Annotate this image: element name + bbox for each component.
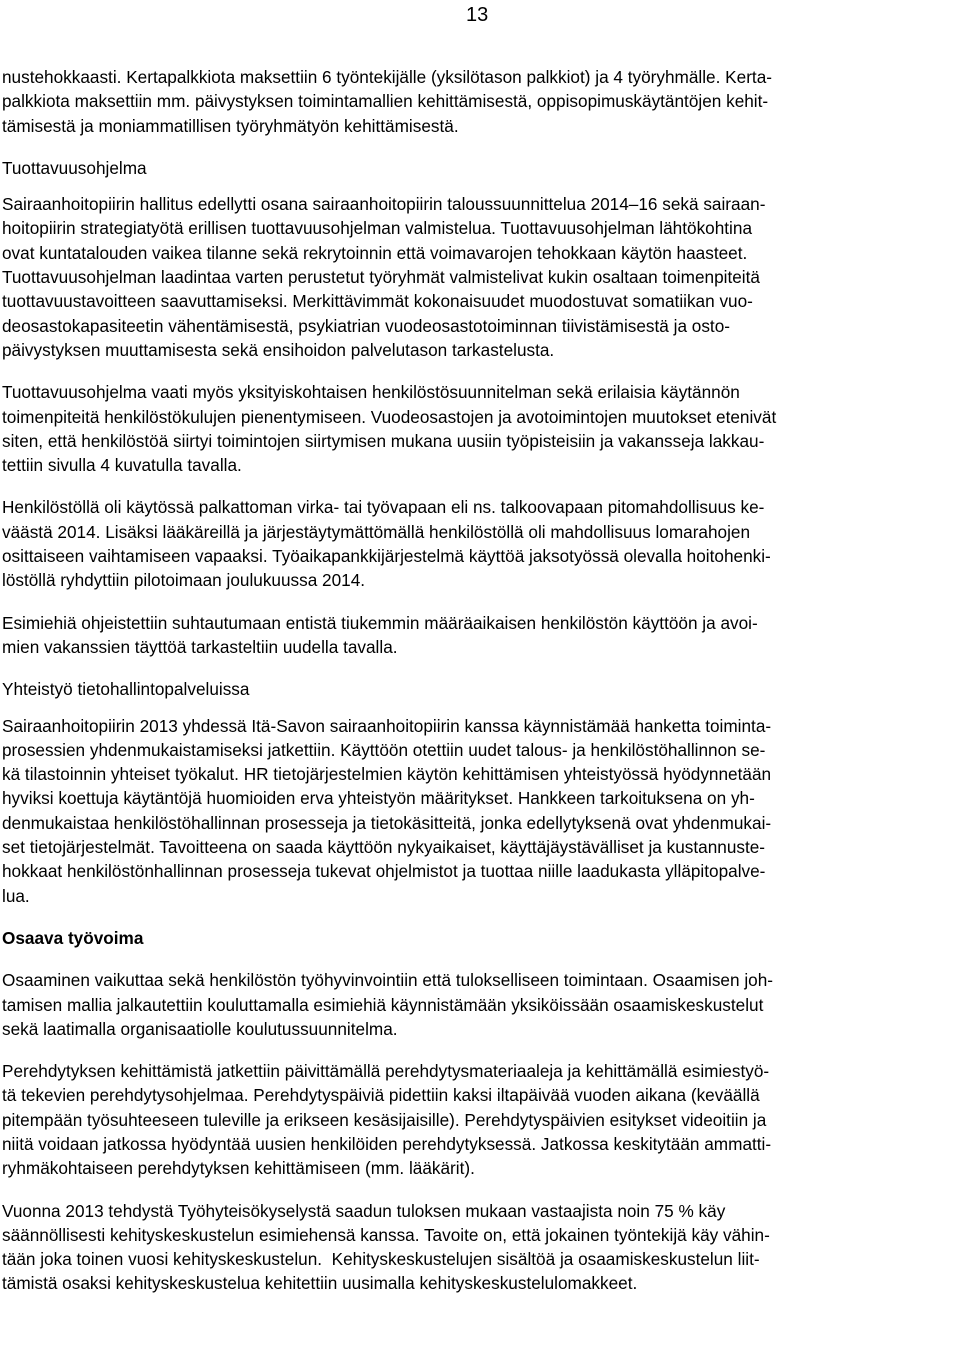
text-line: tämisestä ja moniammatillisen työryhmätyön kehittämisestä. xyxy=(2,115,459,136)
text-line: hoitopiirin strategiatyötä erillisen tuottavuusohjelman valmistelua. Tuottavuusohjelman lähtökohtina xyxy=(2,218,752,239)
page-number: 13 xyxy=(466,4,489,26)
paragraph xyxy=(2,714,954,908)
spacer xyxy=(2,362,954,380)
text-line: Osaaminen vaikuttaa sekä henkilöstön työhyvinvointiin että tulokselliseen toimintaan. Osaamisen joh- xyxy=(2,970,773,991)
spacer xyxy=(2,659,954,677)
text-line: tettiin sivulla 4 kuvatulla tavalla. xyxy=(2,455,242,476)
paragraph xyxy=(2,968,954,1041)
spacer xyxy=(2,702,954,714)
spacer xyxy=(2,180,954,192)
text-line: deosastokapasiteetin vähentämisestä, psykiatrian vuodeosastotoiminnan tiivistämisestä ja osto- xyxy=(2,315,730,336)
text-line: niitä voidaan jatkossa hyödyntää uusien henkilöiden perehdytyksessä. Jatkossa keskitytään ammatti- xyxy=(2,1133,772,1154)
text-line: tuottavuustavoitteen saavuttamiseksi. Merkittävimmät kokonaisuudet muodostuvat somatiikan vuo- xyxy=(2,291,753,312)
text-line: Tuottavuusohjelma vaati myös yksityiskohtaisen henkilöstösuunnitelman sekä erilaisia käytännön xyxy=(2,382,740,403)
text-line: toimenpiteitä henkilöstökulujen pienentymiseen. Vuodeosastojen ja avotoimintojen muutokset etenivät xyxy=(2,406,777,427)
spacer xyxy=(2,1181,954,1199)
spacer xyxy=(2,477,954,495)
text-line: set tietojärjestelmät. Tavoitteena on saada käyttöön nykyaikaiset, käyttäjäystävälliset ja kustannuste- xyxy=(2,837,766,858)
paragraph xyxy=(2,611,954,660)
text-line: nustehokkaasti. Kertapalkkiota maksettiin 6 työntekijälle (yksilötason palkkiot) ja 4 työryhmälle. Kerta- xyxy=(2,67,772,87)
text-line: väästä 2014. Lisäksi lääkäreillä ja järjestäytymättömällä henkilöstöllä oli mahdollisuus lomarahojen xyxy=(2,521,751,542)
text-line: ryhmäkohtaiseen perehdytyksen kehittämiseen (mm. lääkärit). xyxy=(2,1158,475,1179)
paragraph xyxy=(2,1199,954,1296)
text-line: pitempään työsuhteeseen tuleville ja erikseen kesäsijaisille). Perehdytyspäivien esitykset videoitiin ja xyxy=(2,1109,767,1130)
text-line: Sairaanhoitopiirin 2013 yhdessä Itä-Savon sairaanhoitopiirin kanssa käynnistämää hanketta toiminta- xyxy=(2,715,772,736)
text-line: löstöllä ryhdyttiin pilotoimaan joulukuussa 2014. xyxy=(2,570,366,591)
text-line: Sairaanhoitopiirin hallitus edellytti osana sairaanhoitopiirin taloussuunnittelua 2014–16 sekä sairaan- xyxy=(2,194,766,215)
spacer xyxy=(2,950,954,968)
paragraph xyxy=(2,1059,954,1180)
spacer xyxy=(2,908,954,926)
text-line: säännöllisesti kehityskeskustelun esimiehensä kanssa. Tavoite on, että jokainen työntekijä käy vähin- xyxy=(2,1224,770,1245)
spacer xyxy=(2,593,954,611)
paragraph xyxy=(2,192,954,362)
text-line: osittaiseen vaihtamiseen vapaaksi. Työaikapankkijärjestelmä käyttöä jaksotyössä olevalla hoitohenki- xyxy=(2,546,771,567)
text-line: sekä laatimalla organisaatiolle koulutussuunnitelma. xyxy=(2,1018,398,1039)
text-line: ovat kuntatalouden vaikea tilanne sekä rekrytoinnin että voimavarojen tehokkaan käytön haasteet. xyxy=(2,242,748,263)
spacer xyxy=(2,1041,954,1059)
text-line: denmukaistaa henkilöstöhallinnan prosesseja ja tietokäsitteitä, jonka edellytyksenä ovat yhdenmukai- xyxy=(2,812,772,833)
text-line: tämistä osaksi kehityskeskustelua kehitettiin uusimalla kehityskeskustelulomakkeet. xyxy=(2,1273,638,1294)
text-line: tamisen mallia jalkautettiin kouluttamalla esimiehiä käynnistämään yksiköissään osaamiskeskustelut xyxy=(2,994,764,1015)
text-line: palkkiota maksettiin mm. päivystyksen toimintamallien kehittämisestä, oppisopimuskäytäntöjen kehit- xyxy=(2,91,769,112)
subsection-heading xyxy=(2,677,954,701)
paragraph xyxy=(2,65,954,138)
section-heading xyxy=(2,926,954,950)
subsection-heading xyxy=(2,156,954,180)
text-line: Esimiehiä ohjeistettiin suhtautumaan entistä tiukemmin määräaikaisen henkilöstön käyttöön ja avoi- xyxy=(2,612,758,633)
text-line: lua. xyxy=(2,885,30,906)
spacer xyxy=(2,138,954,156)
text-line: Henkilöstöllä oli käytössä palkattoman virka- tai työvapaan eli ns. talkoovapaan pitomahdollisuus ke- xyxy=(2,497,765,518)
document-body xyxy=(2,65,954,1296)
text-line: hokkaat henkilöstönhallinnan prosesseja tukevat ohjelmistot ja tuottaa niille laadukasta ylläpitopalve- xyxy=(2,861,766,882)
text-line: kä tilastoinnin yhteiset työkalut. HR tietojärjestelmien käytön kehittämisen yhteistyössä hyödynnetään xyxy=(2,764,772,785)
text-line: Perehdytyksen kehittämistä jatkettiin päivittämällä perehdytysmateriaaleja ja kehittämällä esimiestyö- xyxy=(2,1061,770,1082)
text-line: hyviksi koettuja käytäntöjä huomioiden erva yhteistyön määritykset. Hankkeen tarkoituksena on yh- xyxy=(2,788,755,809)
text-line: tä tekevien perehdytysohjelmaa. Perehdytyspäiviä pidettiin kaksi iltapäivää vuoden aikana (keväällä xyxy=(2,1085,760,1106)
text-line: Vuonna 2013 tehdystä Työhyteisökyselystä saadun tuloksen mukaan vastaajista noin 75 % käy xyxy=(2,1200,726,1221)
paragraph xyxy=(2,380,954,477)
text-line: Tuottavuusohjelman laadintaa varten perustetut työryhmät valmistelivat kukin osaltaan toimenpiteitä xyxy=(2,267,760,288)
text-line: Osaava työvoima xyxy=(2,927,144,948)
text-line: tään joka toinen vuosi kehityskeskustelun. Kehityskeskustelujen sisältöä ja osaamiskeskustelun liit- xyxy=(2,1249,760,1270)
text-line: Tuottavuusohjelma xyxy=(2,157,147,178)
text-line: prosessien yhdenmukaistamiseksi jatkettiin. Käyttöön otettiin uudet talous- ja henkilöstöhallinnon se- xyxy=(2,739,766,760)
text-line: päivystyksen muuttamisesta sekä ensihoidon palvelutason tarkastelusta. xyxy=(2,339,555,360)
text-line: mien vakanssien täyttöä tarkasteltiin uudella tavalla. xyxy=(2,636,398,657)
text-line: Yhteistyö tietohallintopalveluissa xyxy=(2,679,250,700)
text-line: siten, että henkilöstöä siirtyi toimintojen siirtymisen mukana uusiin työpisteisiin ja vakansseja lakkau- xyxy=(2,430,765,451)
paragraph xyxy=(2,495,954,592)
